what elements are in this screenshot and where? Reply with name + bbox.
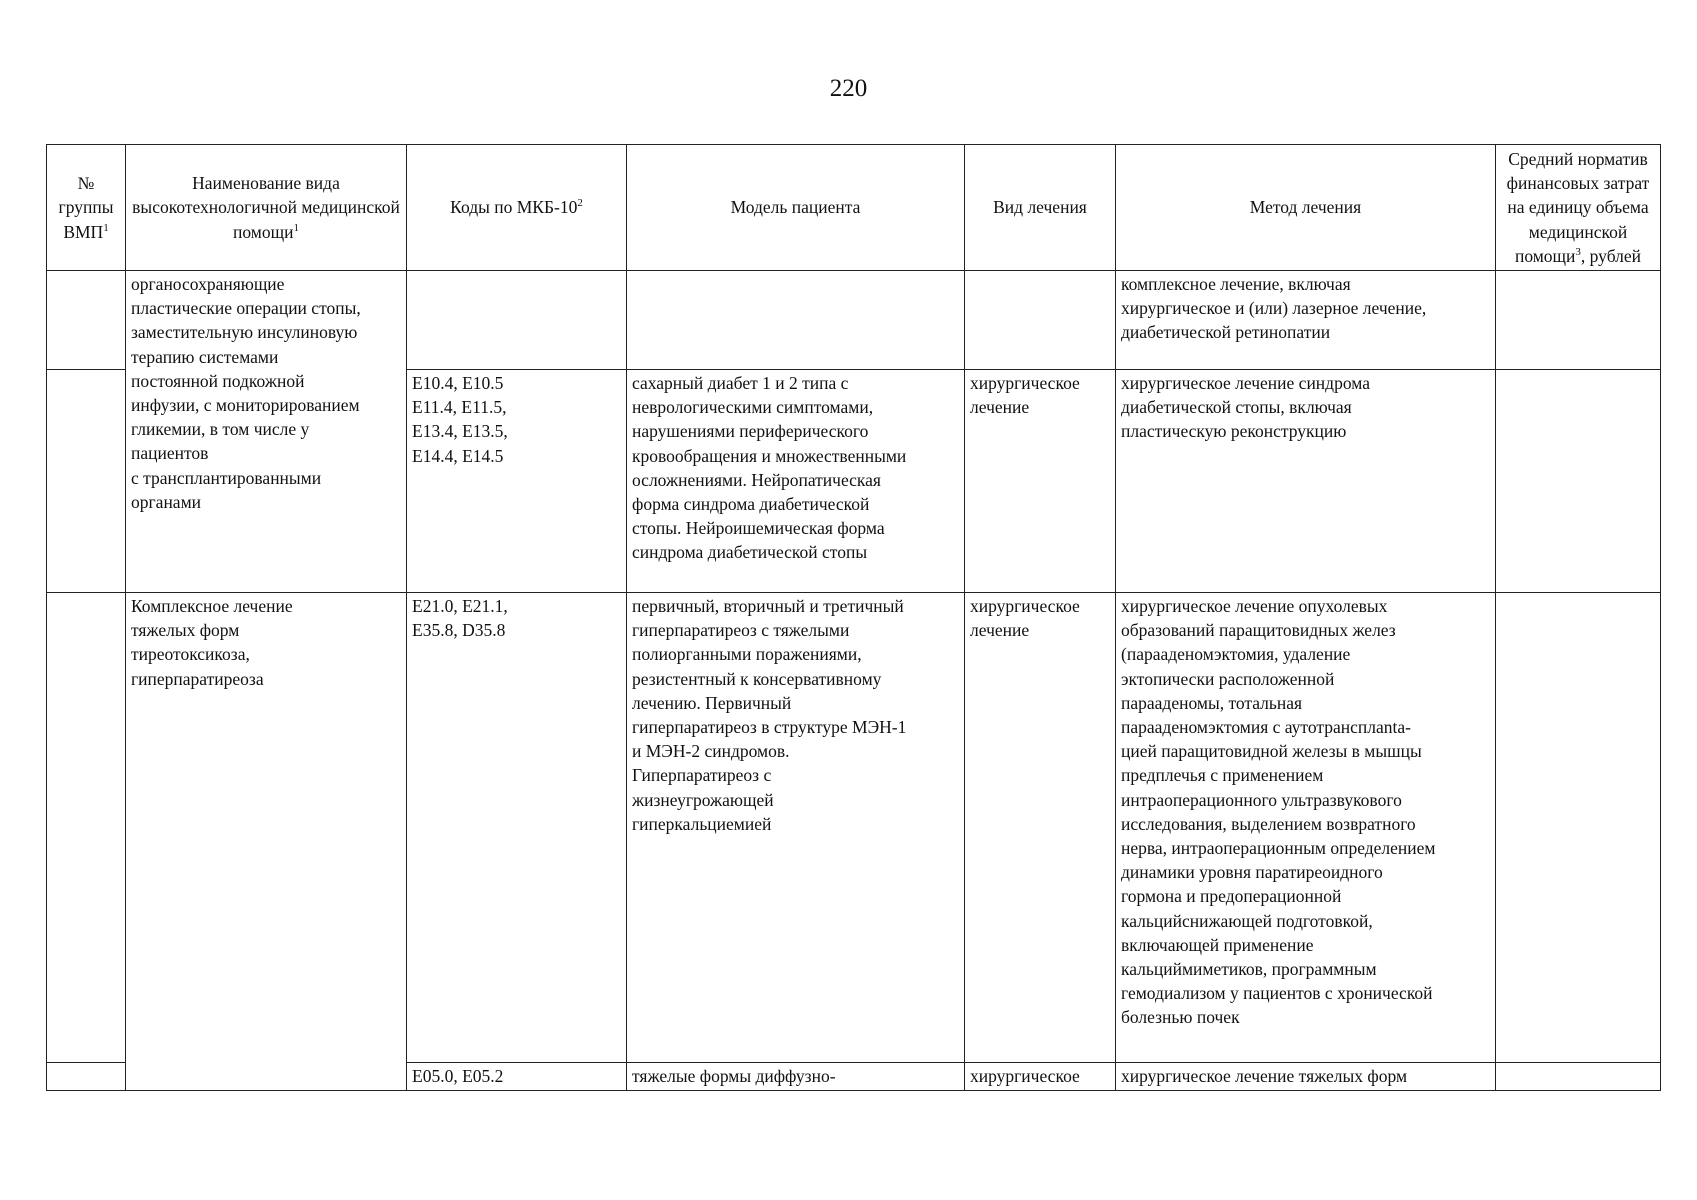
cell-patient-model: первичный, вторичный и третичный гиперпаратиреоз с тяжелыми полиорганными поражениями, резистентный к консервативному лечению. Первичный гиперпаратиреоз в структуре МЭН-1 и МЭН-2 синдромов. Гиперпаратиреоз с жизнеугрожающей гиперкальциемией: [627, 593, 965, 1063]
header-group-no: № группы ВМП$^1$: [47, 145, 126, 271]
cell-cost: [1496, 1063, 1661, 1091]
header-patient-model: Модель пациента: [627, 145, 965, 271]
cell-icd-codes: E05.0, E05.2: [407, 1063, 627, 1091]
cell-cost: [1496, 593, 1661, 1063]
cell-treatment-type: хирургическое: [965, 1063, 1116, 1091]
cell-patient-model: тяжелые формы диффузно-: [627, 1063, 965, 1091]
table-row: [47, 593, 1661, 1063]
cell-vmp-name: органосохраняющие пластические операции стопы, заместительную инсулиновую терапию системами постоянной подкожной инфузии, с мониторированием гликемии, в том числе у пациентов с трансплантированными органами: [126, 271, 407, 593]
cell-patient-model: [627, 271, 965, 370]
page-number: 220: [829, 75, 868, 102]
vmp-table: [46, 144, 1661, 1091]
header-row: [47, 145, 1661, 271]
header-treatment-type: Вид лечения: [965, 145, 1116, 271]
header-icd-codes: Коды по МКБ-$10^2$: [407, 145, 627, 271]
cell-group-no: [47, 370, 126, 593]
cell-treatment-type: хирургическое лечение: [965, 370, 1116, 593]
header-treatment-method: Метод лечения: [1116, 145, 1496, 271]
cell-vmp-name: Комплексное лечение тяжелых форм тиреотоксикоза, гиперпаратиреоза: [126, 593, 407, 1091]
cell-icd-codes: E10.4, E10.5 E11.4, E11.5, E13.4, E13.5, E14.4, E14.5: [407, 370, 627, 593]
cell-treatment-method: хирургическое лечение тяжелых форм: [1116, 1063, 1496, 1091]
cell-group-no: [47, 271, 126, 370]
cell-treatment-method: хирургическое лечение опухолевых образований паращитовидных желез (парааденомэктомия, удаление эктопически расположенной парааденомы, тотальная парааденомэктомия с аутотрансплanta- цией паращитовидной железы в мышцы предплечья с применением интраоперационного ультразвукового исследования, выделением возвратного нерва, интраоперационным определением динамики уровня паратиреоидного гормона и предоперационной кальцийснижающей подготовкой, включающей применение кальциймиметиков, программным гемодиализом у пациентов с хронической болезнью почек: [1116, 593, 1496, 1063]
cell-icd-codes: [407, 271, 627, 370]
cell-treatment-type: [965, 271, 1116, 370]
cell-treatment-type: хирургическое лечение: [965, 593, 1116, 1063]
cell-patient-model: сахарный диабет 1 и 2 типа с неврологическими симптомами, нарушениями периферического кровообращения и множественными осложнениями. Нейропатическая форма синдрома диабетической стопы. Нейроишемическая форма синдрома диабетической стопы: [627, 370, 965, 593]
header-vmp-name: Наименование вида высокотехнологичной медицинской помощи$^1$: [126, 145, 407, 271]
cell-cost: [1496, 271, 1661, 370]
cell-group-no: [47, 593, 126, 1063]
cell-group-no: [47, 1063, 126, 1091]
header-cost: Средний норматив финансовых затрат на единицу объема медицинской помощи$^3$, рублей: [1496, 145, 1661, 271]
cell-cost: [1496, 370, 1661, 593]
cell-treatment-method: хирургическое лечение синдрома диабетической стопы, включая пластическую реконструкцию: [1116, 370, 1496, 593]
cell-treatment-method: комплексное лечение, включая хирургическое и (или) лазерное лечение, диабетической ретинопатии: [1116, 271, 1496, 370]
table-row: [47, 271, 1661, 370]
cell-icd-codes: E21.0, E21.1, E35.8, D35.8: [407, 593, 627, 1063]
